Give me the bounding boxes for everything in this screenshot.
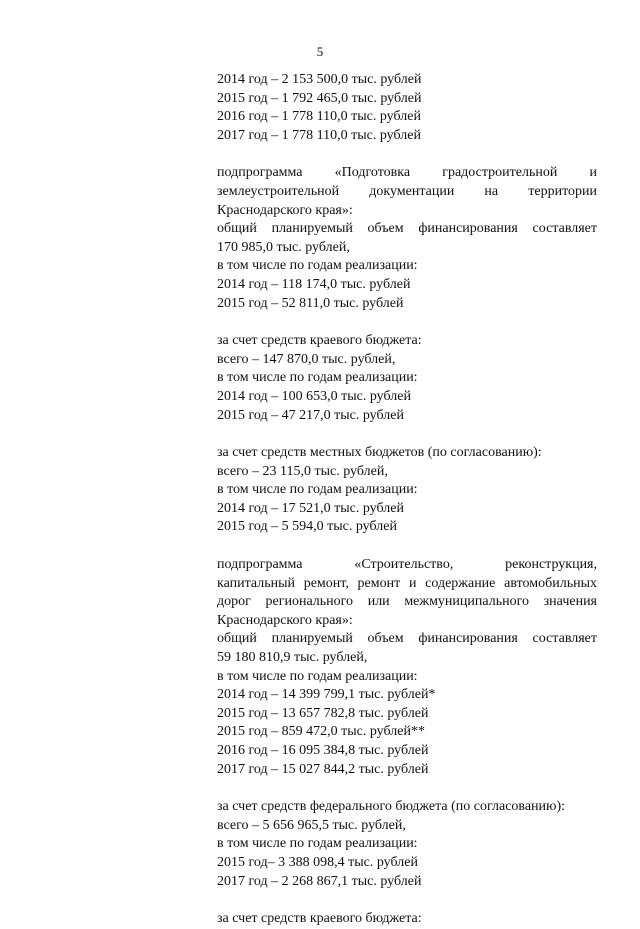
paragraph-gap	[217, 145, 597, 164]
text-block	[217, 910, 597, 929]
text-line: 2015 год – 47 217,0 тыс. рублей	[217, 407, 404, 423]
text-line: 2017 год – 1 778 110,0 тыс. рублей	[217, 127, 421, 143]
text-line: Краснодарского края»:	[217, 202, 353, 218]
text-line: 2015 год– 3 388 098,4 тыс. рублей	[217, 854, 418, 870]
page-number: 5	[316, 44, 324, 59]
text-block	[217, 444, 597, 537]
text-line: 2015 год – 5 594,0 тыс. рублей	[217, 519, 397, 535]
text-block	[217, 556, 597, 779]
text-line: за счет средств краевого бюджета:	[217, 333, 422, 349]
text-line: 2015 год – 1 792 465,0 тыс. рублей	[217, 90, 422, 106]
text-line: общий планируемый объем финансирования составляет	[217, 221, 597, 237]
text-line: 170 985,0 тыс. рублей,	[217, 239, 350, 255]
text-line: в том числе по годам реализации:	[217, 668, 418, 684]
text-line: 2017 год – 2 268 867,1 тыс. рублей	[217, 873, 422, 889]
text-line: 2014 год – 2 153 500,0 тыс. рублей	[217, 72, 422, 87]
text-line: 59 180 810,9 тыс. рублей,	[217, 650, 368, 666]
text-line: 2015 год – 859 472,0 тыс. рублей**	[217, 724, 425, 740]
text-line: 2015 год – 52 811,0 тыс. рублей	[217, 295, 404, 311]
text-line: подпрограмма «Строительство, реконструкция,	[217, 557, 597, 573]
text-line: в том числе по годам реализации:	[217, 836, 418, 852]
text-line: всего – 23 115,0 тыс. рублей,	[217, 463, 388, 479]
text-line: Краснодарского края»:	[217, 612, 353, 628]
text-line: 2017 год – 15 027 844,2 тыс. рублей	[217, 761, 429, 777]
text-block	[217, 332, 597, 425]
text-block	[217, 164, 597, 313]
text-line: в том числе по годам реализации:	[217, 370, 418, 386]
text-line: 2015 год – 13 657 782,8 тыс. рублей	[217, 705, 429, 721]
paragraph-gap	[217, 779, 597, 798]
text-line: за счет средств федерального бюджета (по согласованию):	[217, 799, 566, 815]
text-line: землеустроительной документации на территории	[217, 183, 597, 199]
text-line: 2014 год – 100 653,0 тыс. рублей	[217, 388, 411, 404]
paragraph-gap	[217, 313, 597, 332]
text-line: всего – 5 656 965,5 тыс. рублей,	[217, 817, 406, 833]
text-line: 2016 год – 16 095 384,8 тыс. рублей	[217, 743, 429, 758]
text-block	[217, 71, 597, 145]
text-line: в том числе по годам реализации:	[217, 258, 418, 274]
paragraph-gap	[217, 537, 597, 556]
text-block	[217, 798, 597, 891]
text-line: всего – 147 870,0 тыс. рублей,	[217, 351, 396, 367]
text-line: за счет средств краевого бюджета:	[217, 911, 422, 927]
text-line: в том числе по годам реализации:	[217, 482, 418, 498]
paragraph-gap	[217, 425, 597, 444]
text-line: 2014 год – 118 174,0 тыс. рублей	[217, 276, 411, 292]
text-line: за счет средств местных бюджетов (по согласованию):	[217, 445, 542, 461]
text-line: общий планируемый объем финансирования составляет	[217, 631, 597, 647]
paragraph-gap	[217, 891, 597, 910]
text-line: дорог регионального или межмуниципального значения	[217, 594, 597, 610]
text-line: подпрограмма «Подготовка градостроительной и	[217, 165, 597, 181]
text-line: капитальный ремонт, ремонт и содержание автомобильных	[217, 575, 597, 591]
text-line: 2016 год – 1 778 110,0 тыс. рублей	[217, 109, 421, 125]
document-body	[217, 71, 597, 929]
text-line: 2014 год – 17 521,0 тыс. рублей	[217, 500, 404, 516]
text-line: 2014 год – 14 399 799,1 тыс. рублей*	[217, 687, 436, 703]
